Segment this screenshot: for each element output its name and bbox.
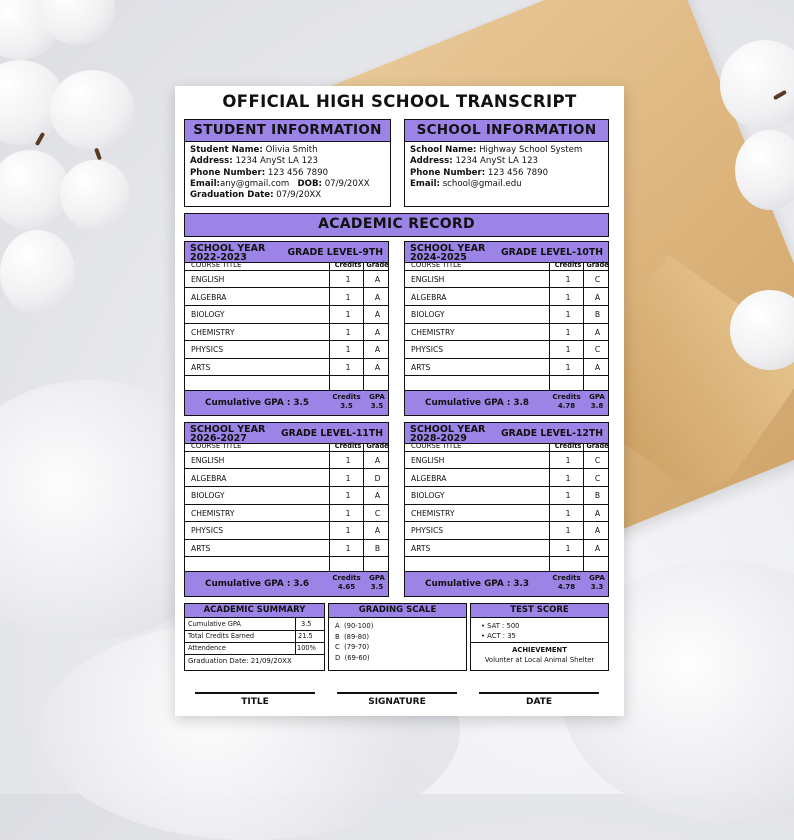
act-score: • ACT : 35: [481, 632, 516, 640]
academic-summary-box: [184, 617, 325, 671]
course-grade: A: [374, 345, 381, 355]
gpa-cell: [364, 393, 390, 411]
course-credits: 1: [565, 473, 571, 483]
cumulative-gpa: Cumulative GPA : 3.5: [205, 398, 309, 408]
course-row: [405, 340, 608, 358]
course-grade: A: [594, 327, 601, 337]
course-row: [185, 340, 388, 358]
student-dob: 07/9/20XX: [324, 178, 370, 189]
grade-range: (69-60): [344, 653, 370, 662]
gpa-label: GPA: [369, 574, 385, 582]
course-row: [185, 504, 388, 522]
summary-row: [185, 642, 324, 655]
course-grade: C: [374, 508, 381, 518]
gpa-credits-cell: [550, 393, 583, 411]
gpa-label: GPA: [369, 393, 385, 401]
course-title: CHEMISTRY: [191, 327, 235, 337]
course-title-header: COURSE TITLE: [191, 442, 242, 450]
course-title: ENGLISH: [191, 275, 225, 284]
course-credits: 1: [565, 526, 571, 536]
course-credits: 1: [345, 491, 351, 501]
course-credits: 1: [345, 526, 351, 536]
signature-line: [337, 692, 457, 694]
course-grade: A: [374, 310, 381, 320]
course-credits: 1: [565, 363, 571, 372]
cumulative-gpa: Cumulative GPA : 3.3: [425, 579, 529, 589]
course-grade: A: [374, 456, 381, 465]
grade-level: GRADE LEVEL-9TH: [287, 247, 383, 258]
school-year-label: SCHOOL YEAR: [190, 243, 266, 254]
grade-range: (79-70): [344, 643, 370, 651]
summary-label: Attendence: [188, 644, 226, 652]
course-row: [405, 305, 608, 323]
school-year: [190, 244, 265, 262]
year-table: [184, 422, 389, 597]
course-row: [405, 358, 608, 376]
year-table: [184, 241, 389, 416]
student-email: any@gmail.com: [219, 178, 290, 189]
course-grade: A: [594, 292, 601, 302]
grade-header: Grade: [366, 442, 389, 450]
course-title: BIOLOGY: [191, 491, 225, 501]
gpa-credits-cell: [550, 574, 583, 592]
course-grade: A: [374, 275, 381, 284]
course-row: [185, 288, 388, 306]
course-grade: C: [594, 456, 601, 465]
course-grade: A: [594, 508, 601, 518]
student-graduation: 07/9/20XX: [276, 190, 322, 201]
course-title: ARTS: [411, 544, 431, 553]
student-info-box: [184, 141, 391, 207]
course-row: [405, 521, 608, 539]
column-header-row: [185, 443, 388, 451]
course-credits: 1: [565, 292, 571, 302]
course-credits: 1: [565, 275, 571, 284]
course-grade: B: [594, 491, 601, 501]
course-row: [405, 504, 608, 522]
label: Graduation Date:: [190, 190, 274, 201]
course-title: ALGEBRA: [191, 292, 227, 302]
cumulative-gpa: Cumulative GPA : 3.8: [425, 398, 529, 408]
student-name: Olivia Smith: [265, 145, 318, 155]
course-credits: 1: [565, 544, 571, 553]
gpa-credits-value: 4.78: [557, 583, 576, 591]
grade-row: [335, 653, 460, 664]
course-credits: 1: [345, 345, 351, 355]
test-score-box: [470, 617, 609, 671]
achievement-text: Volunter at Local Animal Shelter: [484, 656, 595, 664]
course-row: [405, 469, 608, 487]
gpa-row: [185, 571, 388, 596]
column-header-row: [185, 262, 388, 270]
course-row: [185, 270, 388, 288]
course-row: [405, 288, 608, 306]
grade-level: GRADE LEVEL-12TH: [501, 428, 603, 439]
summary-label: Cumulative GPA: [188, 620, 241, 628]
course-credits: 1: [345, 310, 351, 320]
course-title: CHEMISTRY: [411, 508, 455, 518]
label: Address:: [410, 156, 453, 167]
course-grade: D: [374, 473, 381, 483]
course-row: [405, 539, 608, 557]
school-email: school@gmail.edu: [442, 178, 522, 189]
grade-range: (90-100): [343, 622, 374, 630]
label: School Name:: [410, 145, 477, 155]
school-name: Highway School System: [479, 145, 583, 155]
school-year-value: 2028-2029: [410, 433, 467, 444]
grade-row: [335, 642, 460, 653]
credits-header: Credits: [334, 442, 362, 450]
course-credits: 1: [345, 473, 351, 483]
course-row: [405, 270, 608, 288]
date-label: DATE: [525, 697, 553, 707]
title-signature-line: [195, 692, 315, 694]
course-title: PHYSICS: [411, 526, 444, 536]
course-title: ENGLISH: [411, 456, 445, 465]
course-grade: A: [594, 363, 601, 372]
course-title-header: COURSE TITLE: [411, 442, 462, 450]
grade-letter: D: [335, 653, 341, 662]
label: Phone Number:: [410, 167, 486, 178]
course-row: [185, 323, 388, 341]
gpa-value: 3.3: [590, 583, 604, 591]
grade-letter: A: [335, 622, 340, 630]
gpa-row: [185, 390, 388, 415]
label: Student Name:: [190, 145, 263, 155]
label: Email:: [410, 178, 440, 189]
course-row: [405, 486, 608, 504]
course-credits: 1: [345, 327, 351, 337]
course-credits: 1: [345, 508, 351, 518]
school-year: [410, 425, 485, 443]
gpa-credits-label: Credits: [332, 393, 361, 401]
achievement-label: ACHIEVEMENT: [512, 646, 567, 654]
course-title: BIOLOGY: [411, 310, 445, 320]
column-header-row: [405, 262, 608, 270]
course-title: PHYSICS: [191, 526, 224, 536]
course-row: [185, 305, 388, 323]
gpa-label: GPA: [589, 393, 605, 401]
grade-row: [335, 632, 460, 643]
course-grade: B: [594, 310, 601, 320]
year-header: [185, 242, 388, 263]
divider: [471, 642, 608, 643]
year-table: [404, 241, 609, 416]
credits-header: Credits: [554, 261, 582, 269]
year-header: [405, 423, 608, 444]
column-header-row: [405, 443, 608, 451]
course-row: [405, 451, 608, 469]
sat-score: • SAT : 500: [481, 622, 520, 630]
school-year-value: 2026-2027: [190, 433, 247, 444]
course-title: ARTS: [411, 363, 431, 372]
cotton-stem: [94, 148, 102, 161]
label: Email:: [190, 178, 220, 189]
summary-value: 100%: [297, 644, 316, 652]
gpa-credits-label: Credits: [552, 574, 581, 582]
course-title: ARTS: [191, 363, 211, 372]
school-year-label: SCHOOL YEAR: [410, 243, 486, 254]
academic-summary-header: ACADEMIC SUMMARY: [184, 603, 325, 618]
course-row: [405, 323, 608, 341]
test-scores: [481, 621, 519, 641]
course-credits: 1: [345, 292, 351, 302]
course-grade: A: [374, 363, 381, 372]
student-info-header: STUDENT INFORMATION: [184, 119, 391, 142]
student-phone: 123 456 7890: [267, 167, 329, 178]
grade-header: Grade: [586, 442, 609, 450]
school-year-label: SCHOOL YEAR: [190, 424, 266, 435]
summary-row: [185, 618, 324, 631]
grade-header: Grade: [366, 261, 389, 269]
date-signature-line: [479, 692, 599, 694]
grade-header: Grade: [586, 261, 609, 269]
gpa-row: [405, 571, 608, 596]
course-row: [185, 486, 388, 504]
school-info-header: SCHOOL INFORMATION: [404, 119, 609, 142]
course-row: [185, 451, 388, 469]
school-year: [190, 425, 265, 443]
course-credits: 1: [565, 491, 571, 501]
course-grade: A: [374, 327, 381, 337]
course-credits: 1: [565, 327, 571, 337]
academic-record-header: ACADEMIC RECORD: [184, 213, 609, 237]
signature-label: SIGNATURE: [368, 697, 426, 707]
cotton-ball: [50, 70, 135, 150]
course-title: ALGEBRA: [411, 473, 447, 483]
grade-range: (89-80): [344, 632, 370, 641]
grade-letter: C: [335, 643, 340, 651]
title-label: TITLE: [241, 697, 269, 707]
school-year-value: 2022-2023: [190, 252, 247, 263]
cotton-ball: [60, 160, 130, 230]
label: Phone Number:: [190, 167, 266, 178]
course-grade: A: [374, 526, 381, 536]
gpa-credits-label: Credits: [552, 393, 581, 401]
course-title: ENGLISH: [411, 275, 445, 284]
year-header: [405, 242, 608, 263]
gpa-value: 3.5: [370, 402, 384, 410]
course-row: [185, 358, 388, 376]
course-title-header: COURSE TITLE: [411, 261, 462, 269]
gpa-label: GPA: [589, 574, 605, 582]
label: Address:: [190, 156, 233, 167]
course-grade: C: [594, 345, 601, 355]
grading-scale-header: GRADING SCALE: [328, 603, 467, 618]
course-row: [185, 521, 388, 539]
gpa-row: [405, 390, 608, 415]
grade-row: [335, 621, 460, 632]
label: DOB:: [297, 178, 322, 189]
gpa-credits-label: Credits: [332, 574, 361, 582]
course-title: BIOLOGY: [411, 491, 445, 501]
gpa-credits-value: 4.78: [557, 402, 576, 410]
gpa-cell: [584, 574, 610, 592]
school-info-box: [404, 141, 609, 207]
school-year-value: 2024-2025: [410, 252, 467, 263]
grade-level: GRADE LEVEL-10TH: [501, 247, 603, 258]
cumulative-gpa: Cumulative GPA : 3.6: [205, 579, 309, 589]
gpa-value: 3.8: [590, 402, 604, 410]
year-header: [185, 423, 388, 444]
course-credits: 1: [345, 456, 351, 465]
summary-value: 21.5: [298, 632, 313, 640]
course-grade: B: [374, 544, 381, 553]
course-grade: C: [594, 473, 601, 483]
course-grade: A: [374, 491, 381, 501]
course-title-header: COURSE TITLE: [191, 261, 242, 269]
gpa-credits-value: 3.5: [340, 402, 353, 410]
course-credits: 1: [345, 363, 351, 372]
summary-row: [185, 630, 324, 643]
course-grade: A: [594, 526, 601, 536]
course-title: ALGEBRA: [191, 473, 227, 483]
course-credits: 1: [345, 275, 351, 284]
transcript-document: [175, 86, 624, 716]
gpa-cell: [584, 393, 610, 411]
course-credits: 1: [565, 456, 571, 465]
summary-graduation-date: Graduation Date: 21/09/20XX: [188, 657, 292, 665]
course-credits: 1: [565, 310, 571, 320]
school-address: 1234 AnySt LA 123: [455, 156, 539, 167]
course-grade: C: [594, 275, 601, 284]
gpa-cell: [364, 574, 390, 592]
course-title: BIOLOGY: [191, 310, 225, 320]
course-title: ARTS: [191, 544, 211, 553]
gpa-credits-cell: [330, 393, 363, 411]
course-title: PHYSICS: [191, 345, 224, 355]
summary-value: 3.5: [301, 620, 312, 628]
test-score-header: TEST SCORE: [470, 603, 609, 618]
school-year-label: SCHOOL YEAR: [410, 424, 486, 435]
course-grade: A: [374, 292, 381, 302]
document-title: OFFICIAL HIGH SCHOOL TRANSCRIPT: [222, 92, 577, 111]
grading-scale-box: [328, 617, 467, 671]
course-credits: 1: [565, 345, 571, 355]
grade-level: GRADE LEVEL-11TH: [281, 428, 383, 439]
summary-label: Total Credits Earned: [188, 632, 255, 640]
course-title: ALGEBRA: [411, 292, 447, 302]
course-title: PHYSICS: [411, 345, 444, 355]
grade-letter: B: [335, 632, 340, 641]
course-row: [185, 469, 388, 487]
course-credits: 1: [565, 508, 571, 518]
gpa-credits-value: 4.65: [337, 583, 356, 591]
credits-header: Credits: [554, 442, 582, 450]
school-phone: 123 456 7890: [487, 167, 549, 178]
course-title: CHEMISTRY: [411, 327, 455, 337]
gpa-value: 3.5: [370, 583, 384, 591]
course-title: ENGLISH: [191, 456, 225, 465]
course-title: CHEMISTRY: [191, 508, 235, 518]
year-table: [404, 422, 609, 597]
credits-header: Credits: [334, 261, 362, 269]
school-year: [410, 244, 485, 262]
cotton-ball: [0, 230, 75, 315]
student-address: 1234 AnySt LA 123: [235, 156, 319, 167]
course-credits: 1: [345, 544, 351, 553]
gpa-credits-cell: [330, 574, 363, 592]
course-row: [185, 539, 388, 557]
course-grade: A: [594, 544, 601, 553]
